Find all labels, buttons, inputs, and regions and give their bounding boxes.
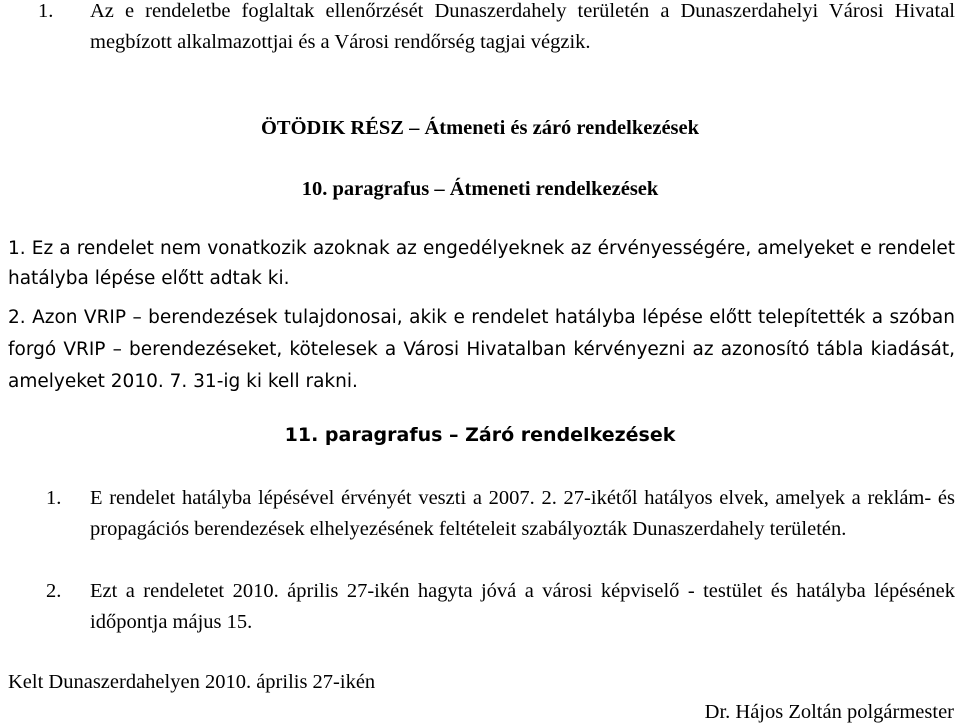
- place-and-date: Kelt Dunaszerdahelyen 2010. április 27-ikén: [8, 671, 376, 693]
- part-heading: ÖTÖDIK RÉSZ – Átmeneti és záró rendelkezések: [260, 117, 700, 139]
- item-1: [8, 0, 955, 57]
- item-1-number: 1.: [38, 0, 54, 22]
- paragraph-11-item-1: [8, 483, 955, 544]
- paragraph-10-item-1: 1. Ez a rendelet nem vonatkozik azoknak az engedélyeknek az érvényességére, amelyeket e rendelet hatályba lépése előtt adtak ki.: [8, 238, 955, 289]
- paragraph-11-item-2: [8, 576, 955, 637]
- paragraph-11-item-1-number: 1.: [46, 487, 62, 509]
- signature: Dr. Hájos Zoltán polgármester: [704, 701, 954, 723]
- paragraph-10-item-2: 2. Azon VRIP – berendezések tulajdonosai, akik e rendelet hatályba lépése előtt telepítették a szóban forgó VRIP – berendezéseket, kötelesek a Városi Hivatalban kérvényezni az azonosító tábla kiadását, amelyeket 2010. 7. 31-ig ki kell rakni.: [8, 307, 955, 392]
- item-1-text: Az e rendeletbe foglaltak ellenőrzését Dunaszerdahely területén a Dunaszerdahelyi Városi Hivatal megbízott alkalmazottjai és a Városi rendőrség tagjai végzik.: [90, 0, 955, 53]
- paragraph-11-item-2-number: 2.: [46, 580, 62, 602]
- paragraph-10-heading: 10. paragrafus – Átmeneti rendelkezések: [301, 178, 659, 200]
- paragraph-11-item-2-text: Ezt a rendeletet 2010. április 27-ikén hagyta jóvá a városi képviselő - testület és hatályba lépésének időpontja május 15.: [90, 580, 955, 633]
- paragraph-11-heading: 11. paragrafus – Záró rendelkezések: [284, 424, 676, 446]
- paragraph-11-item-1-text: E rendelet hatályba lépésével érvényét veszti a 2007. 2. 27-ikétől hatályos elvek, amelyek a reklám- és propagációs berendezések elhelyezésének feltételeit szabályozták Dunaszerdahely területén.: [90, 487, 955, 540]
